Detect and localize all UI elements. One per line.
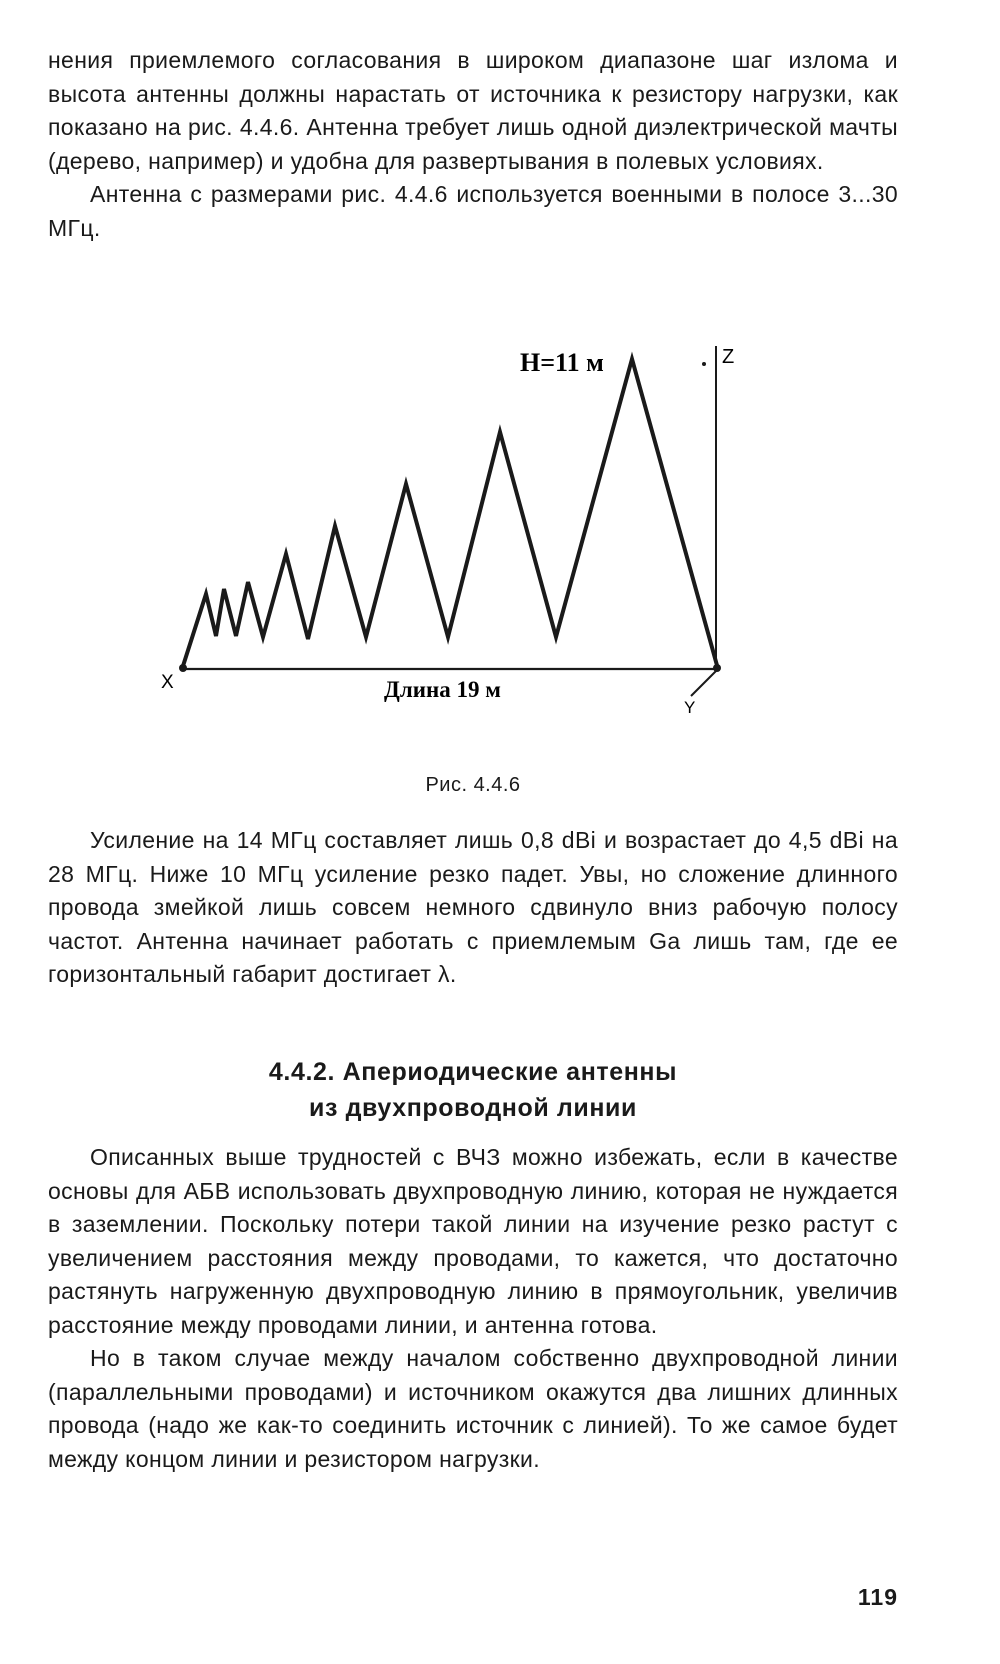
section-heading xyxy=(48,1054,898,1126)
y-axis-label: Y xyxy=(684,698,696,717)
antenna-figure xyxy=(48,304,898,774)
height-label: H=11 м xyxy=(520,348,604,377)
section-paragraph-2: Но в таком случае между началом собственно двухпроводной линии (параллельными проводами) и источником окажутся два лишних длинных провода (надо же как-то соединить источник с линией). То же самое будет между концом линии и резистором нагрузки. xyxy=(48,1345,898,1472)
section-heading-line-2: из двухпроводной линии xyxy=(309,1094,637,1122)
length-label: Длина 19 м xyxy=(384,677,501,702)
after-figure-text xyxy=(48,824,898,992)
book-page xyxy=(48,44,898,1610)
intro-paragraph-2: Антенна с размерами рис. 4.4.6 используется военными в полосе 3...30 МГц. xyxy=(48,181,898,241)
section-paragraph-1: Описанных выше трудностей с ВЧЗ можно избежать, если в качестве основы для АБВ использовать двухпроводную линию, которая не нуждается в заземлении. Поскольку потери такой линии на изучение резко растут с увеличением расстояния между проводами, то кажется, что достаточно растянуть нагруженную двухпроводную линию в прямоугольник, увеличив расстояние между проводами линии, и антенна готова. xyxy=(48,1144,898,1338)
section-heading-line-1: 4.4.2. Апериодические антенны xyxy=(268,1058,678,1086)
load-point xyxy=(713,664,721,672)
mast-top-dot xyxy=(702,362,706,366)
section-body xyxy=(48,1141,898,1476)
page-number: 119 xyxy=(857,1584,898,1610)
figure-caption: Рис. 4.4.6 xyxy=(425,774,521,796)
zigzag-wire xyxy=(183,359,718,669)
source-point xyxy=(179,664,187,672)
z-axis-label: Z xyxy=(722,346,735,368)
x-axis-label: X xyxy=(161,672,174,693)
intro-paragraph-1: нения приемлемого согласования в широком диапазоне шаг излома и высота антенны должны нарастать от источника к резистору нагрузки, как показано на рис. 4.4.6. Антенна требует лишь одной диэлектрической мачты (дерево, например) и удобна для развертывания в полевых условиях. xyxy=(48,47,898,174)
gain-paragraph: Усиление на 14 МГц составляет лишь 0,8 dBi и возрастает до 4,5 dBi на 28 МГц. Ниже 10 МГц усиление резко падет. Увы, но сложение длинного провода змейкой лишь совсем немного сдвинуло вниз рабочую полосу частот. Антенна начинает работать с приемлемым Ga лишь там, где ее горизонтальный габарит достигает λ. xyxy=(48,827,898,987)
antenna-diagram xyxy=(48,304,898,774)
y-axis-line xyxy=(691,669,718,696)
